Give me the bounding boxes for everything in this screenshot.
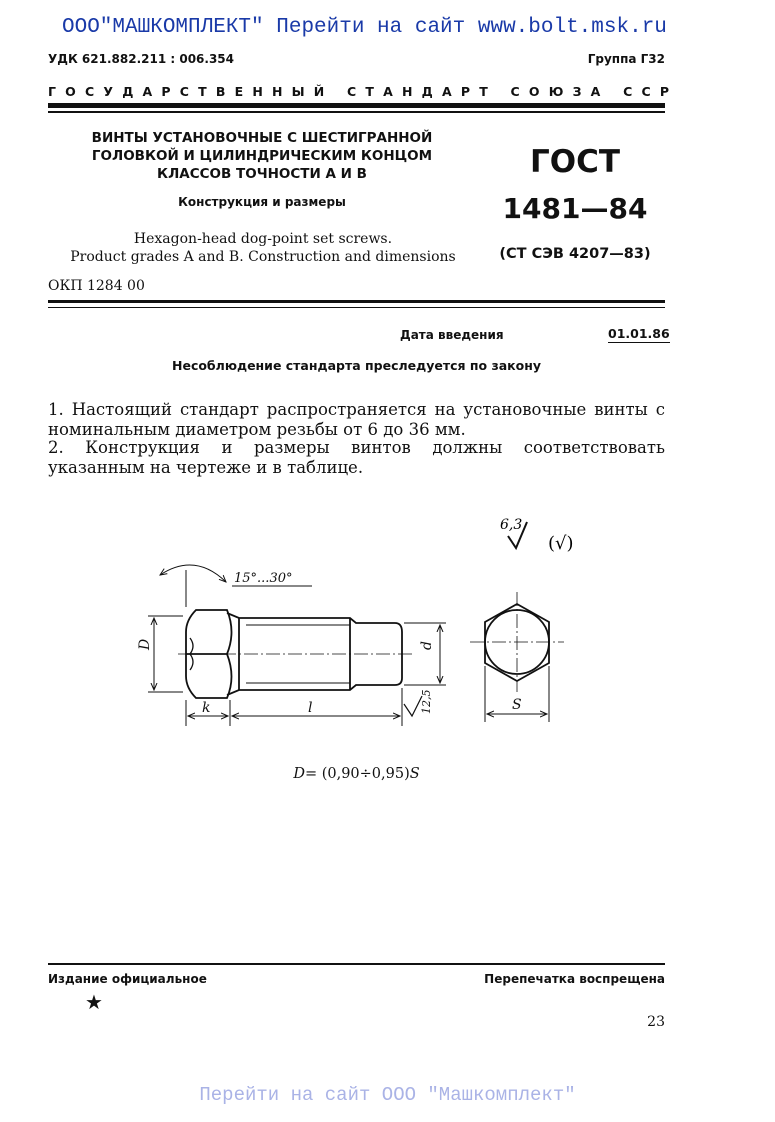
angle-label: 15°...30° <box>234 571 293 586</box>
gost-number: 1481—84 <box>502 192 648 225</box>
introduction-date-value: 01.01.86 <box>608 326 670 341</box>
english-title-line-1: Hexagon-head dog-point set screws. <box>133 231 393 247</box>
st-sev-reference: (СТ СЭВ 4207—83) <box>499 246 651 262</box>
state-standard-heading: ГОСУДАРСТВЕННЫЙ СТАНДАРТ СОЮЗА ССР <box>48 84 679 99</box>
page-number: 23 <box>647 1014 665 1030</box>
header-rule-thin <box>48 111 665 113</box>
footer-rule <box>48 963 665 965</box>
title-line-2: ГОЛОВКОЙ И ЦИЛИНДРИЧЕСКИМ КОНЦОМ <box>91 148 433 164</box>
roughness-paren-mark: (√) <box>548 533 574 554</box>
formula-rhs: = (0,90÷0,95) <box>304 766 410 782</box>
label-l: l <box>308 700 313 716</box>
site-link-bottom[interactable]: Перейти на сайт ООО "Машкомплект" <box>199 1084 576 1106</box>
reprint-prohibited: Перепечатка воспрещена <box>484 972 665 986</box>
title-line-1: ВИНТЫ УСТАНОВОЧНЫЕ С ШЕСТИГРАННОЙ <box>91 130 433 146</box>
label-D: D <box>137 638 153 650</box>
roughness-value: 6,3 <box>500 517 523 533</box>
document-title <box>62 129 462 183</box>
paragraph-2: 2. Конструкция и размеры винтов должны соответствовать указанным на чертеже и в таблице. <box>48 438 665 477</box>
angle-callout <box>160 565 312 607</box>
screw-drawing <box>0 500 775 740</box>
label-s: S <box>512 697 522 713</box>
end-roughness-label: 12,5 <box>420 689 433 714</box>
site-link-top[interactable]: ООО"МАШКОМПЛЕКТ" Перейти на сайт www.bolt.msk.ru <box>62 16 667 39</box>
head-diameter-formula <box>48 766 665 782</box>
udk-code: УДК 621.882.211 : 006.354 <box>48 52 234 66</box>
introduction-date-label: Дата введения <box>400 328 504 342</box>
group-code: Группа Г32 <box>587 52 665 66</box>
screw-side-view <box>178 610 412 698</box>
roughness-symbol <box>500 517 574 554</box>
compliance-warning: Несоблюдение стандарта преследуется по закону <box>172 358 541 373</box>
label-k: k <box>202 700 211 716</box>
title-rule-thin <box>48 307 665 308</box>
screw-end-view <box>470 592 564 722</box>
english-title <box>48 230 478 266</box>
dimension-D <box>137 616 183 692</box>
formula-var: S <box>409 766 420 782</box>
header-rule-thick <box>48 103 665 108</box>
paragraph-1: 1. Настоящий стандарт распространяется на установочные винты с номинальным диаметром резьбы от 6 до 36 мм. <box>48 400 665 439</box>
formula-lhs: D <box>293 766 305 782</box>
label-d: d <box>419 641 435 650</box>
okp-code: ОКП 1284 00 <box>48 278 145 294</box>
gost-label: ГОСТ <box>529 144 620 180</box>
title-rule-thick <box>48 300 665 303</box>
document-subtitle: Конструкция и размеры <box>178 195 346 209</box>
dimension-k-l <box>186 688 433 726</box>
english-title-line-2: Product grades A and B. Construction and dimensions <box>70 249 456 265</box>
official-edition: Издание официальное <box>48 972 207 986</box>
star-icon: ★ <box>85 990 103 1014</box>
title-line-3: КЛАССОВ ТОЧНОСТИ А И В <box>157 166 367 182</box>
